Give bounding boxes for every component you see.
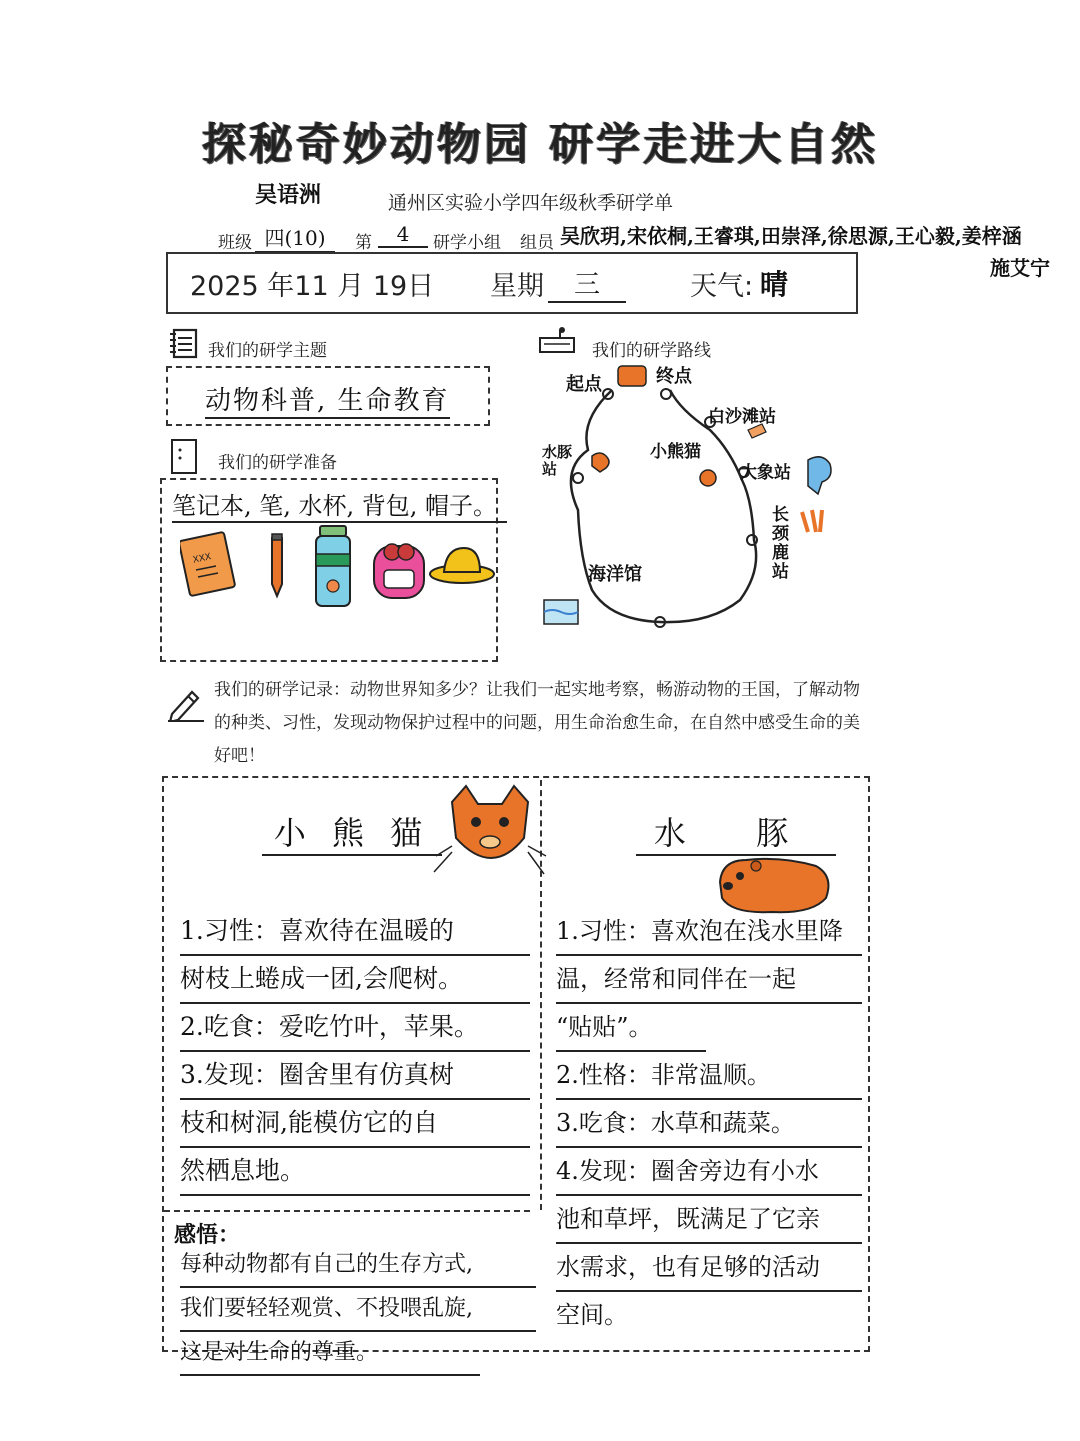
right-animal-notes xyxy=(556,908,862,1338)
weekday-value: 三 xyxy=(548,264,626,303)
members-label: 组员 xyxy=(520,233,554,253)
reflection-text xyxy=(180,1244,536,1376)
theme-value: 动物科普, 生命教育 xyxy=(205,380,450,419)
capybara-drawing xyxy=(592,453,609,472)
right-note-line-8: 水需求，也有足够的活动 xyxy=(556,1244,862,1292)
notebook-mark: XXX xyxy=(191,552,213,566)
route-end: 终点 xyxy=(656,366,692,387)
weather-label: 天气: xyxy=(690,271,754,302)
route-icon xyxy=(536,326,580,360)
route-start: 起点 xyxy=(566,374,602,395)
left-note-line-5: 枝和树洞,能模仿它的自 xyxy=(180,1100,530,1148)
water-bottle-icon xyxy=(312,524,356,610)
left-note-line-1: 1.习性：喜欢待在温暖的 xyxy=(180,908,530,956)
left-note-line-3: 2.吃食：爱吃竹叶，苹果。 xyxy=(180,1004,530,1052)
group-suffix: 研学小组 xyxy=(433,233,501,253)
right-note-line-5: 3.吃食：水草和蔬菜。 xyxy=(556,1100,862,1148)
elephant-drawing xyxy=(808,457,831,494)
right-note-line-2: 温，经常和同伴在一起 xyxy=(556,956,862,1004)
red-panda-drawing xyxy=(618,366,646,386)
backpack-icon xyxy=(370,536,428,602)
panda-station-drawing xyxy=(700,470,716,486)
weekday-label: 星期 xyxy=(490,271,544,302)
notebook-icon xyxy=(180,530,240,600)
route-station-beach: 白沙滩站 xyxy=(708,407,776,427)
class-value: 四(10) xyxy=(255,222,335,253)
route-station-capybara: 水豚站 xyxy=(542,443,573,478)
reflection-divider xyxy=(164,1210,530,1212)
date-value: 2025 年11 月 19日 xyxy=(190,271,435,302)
right-note-line-7: 池和草坪，既满足了它亲 xyxy=(556,1196,862,1244)
prep-value: 笔记本, 笔, 水杯, 背包, 帽子。 xyxy=(172,486,507,523)
route-station-red-panda: 小熊猫 xyxy=(650,442,701,462)
members-list: 吴欣玥,宋依桐,王睿琪,田崇泽,徐思源,王心毅,姜梓涵 xyxy=(560,224,1022,248)
left-note-line-2: 树枝上蜷成一团,会爬树。 xyxy=(180,956,530,1004)
reflection-line-3: 这是对生命的尊重。 xyxy=(180,1332,480,1376)
group-number: 4 xyxy=(378,222,428,248)
route-station-aquarium: 海洋馆 xyxy=(588,564,642,585)
route-map xyxy=(540,360,860,640)
left-animal-notes xyxy=(180,908,530,1196)
giraffe-drawing xyxy=(802,510,822,532)
hat-icon xyxy=(428,540,496,586)
right-note-line-9: 空间。 xyxy=(556,1301,628,1329)
left-animal-name: 小 熊 猫 xyxy=(262,808,442,856)
reflection-label: 感悟： xyxy=(174,1222,241,1248)
subtitle: 通州区实验小学四年级秋季研学单 xyxy=(388,192,674,214)
student-name: 吴语洲 xyxy=(255,182,322,208)
class-label: 班级 xyxy=(218,233,252,253)
right-note-line-4: 2.性格：非常温顺。 xyxy=(556,1052,862,1100)
group-prefix: 第 xyxy=(355,233,372,253)
right-note-line-1: 1.习性：喜欢泡在浅水里降 xyxy=(556,908,862,956)
record-intro: 我们的研学记录：动物世界知多少？让我们一起实地考察，畅游动物的王国，了解动物的种类、习性，发现动物保护过程中的问题，用生命治愈生命，在自然中感受生命的美好吧！ xyxy=(214,680,860,766)
notepad-icon xyxy=(168,326,200,360)
weather-value: 晴 xyxy=(760,268,789,301)
left-note-line-4: 3.发现：圈舍里有仿真树 xyxy=(180,1052,530,1100)
right-note-line-3: “贴贴”。 xyxy=(556,1004,706,1052)
right-animal-name: 水 豚 xyxy=(636,808,836,856)
reflection-line-1: 每种动物都有自己的生存方式, xyxy=(180,1244,536,1288)
clipboard-icon xyxy=(168,438,200,476)
route-station-giraffe: 长颈鹿站 xyxy=(772,505,789,582)
route-station-elephant: 大象站 xyxy=(740,463,791,483)
pencil-writing-icon xyxy=(166,684,206,722)
page-title: 探秘奇妙动物园 研学走进大自然 xyxy=(201,119,879,170)
route-heading: 我们的研学路线 xyxy=(592,341,711,361)
reflection-line-2: 我们要轻轻观赏、不投喂乱旋, xyxy=(180,1288,536,1332)
right-note-line-6: 4.发现：圈舍旁边有小水 xyxy=(556,1148,862,1196)
pencil-icon xyxy=(262,532,290,600)
prep-heading: 我们的研学准备 xyxy=(218,453,337,473)
theme-heading: 我们的研学主题 xyxy=(208,341,327,361)
red-panda-portrait xyxy=(432,782,550,886)
members-extra: 施艾宁 xyxy=(990,256,1050,280)
left-note-line-6: 然栖息地。 xyxy=(180,1148,530,1196)
